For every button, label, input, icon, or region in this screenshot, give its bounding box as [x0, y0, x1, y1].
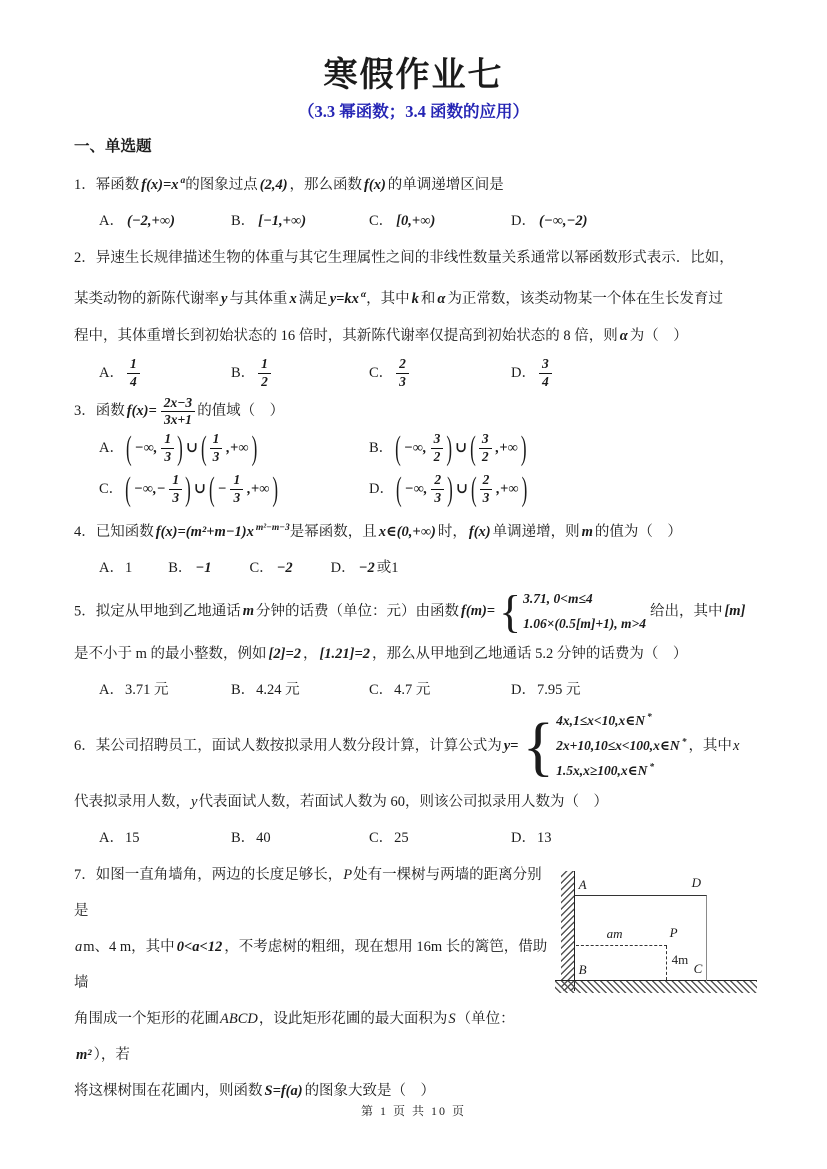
- text-run: ，其中: [366, 290, 410, 307]
- superscript: a: [180, 176, 186, 186]
- fraction: [480, 473, 493, 506]
- option-label: B．: [168, 559, 193, 576]
- math-run: ,+∞: [495, 440, 518, 457]
- option-d: [331, 553, 399, 583]
- math-run: k: [411, 290, 419, 307]
- fraction: [127, 357, 140, 390]
- superscript: m²−m−3: [255, 522, 290, 533]
- option-a: [99, 428, 369, 467]
- text-run: 1: [391, 559, 399, 576]
- piecewise-row: [521, 587, 648, 612]
- option-b: [369, 428, 753, 467]
- option-content: [537, 213, 589, 229]
- math-run: x∈(0,+∞): [378, 523, 436, 540]
- option-a: [99, 823, 231, 853]
- option-content: [124, 469, 279, 508]
- text-run: ），若: [93, 1047, 130, 1064]
- piecewise-function: [499, 587, 648, 637]
- text-run: 单调递增，则: [492, 523, 580, 540]
- text-run: 40: [256, 830, 271, 847]
- math-run: m²: [76, 1047, 92, 1064]
- options: [74, 428, 753, 508]
- option-content: [256, 355, 273, 389]
- text-run: m、4 m，其中: [83, 939, 175, 956]
- question-line: [74, 277, 753, 318]
- option-a: [99, 675, 231, 705]
- options: [74, 553, 753, 583]
- question-line: [74, 510, 753, 551]
- question-line: [74, 857, 553, 929]
- big-paren: ): [251, 428, 258, 467]
- text-run: 角围成一个矩形的花圃: [74, 1011, 219, 1028]
- fraction-denominator: 4: [129, 373, 137, 389]
- question-line: [74, 163, 753, 204]
- option-d: [511, 357, 753, 390]
- diagram-label-b: B: [578, 962, 587, 978]
- text-run: ，设此矩形花圃的最大面积为: [258, 1011, 448, 1028]
- big-paren: (: [200, 428, 207, 467]
- superscript: *: [649, 762, 655, 773]
- option-content: [125, 560, 132, 576]
- option-label: D．: [330, 559, 356, 576]
- option-content: [275, 560, 295, 576]
- fraction-numerator: 1: [258, 357, 271, 374]
- fraction-denominator: 3: [434, 489, 442, 505]
- question-6: [74, 709, 753, 853]
- math-run: [2]=2: [268, 646, 301, 663]
- option-label: B．: [231, 364, 256, 381]
- text-run: 是幂函数，且: [289, 523, 377, 540]
- bottom-wall-hatching: [555, 980, 757, 993]
- big-paren: (: [470, 469, 477, 508]
- piecewise-rows: [521, 587, 648, 637]
- question-line: [74, 929, 553, 1001]
- question-line: [74, 318, 753, 355]
- option-a: [99, 357, 231, 390]
- option-label: C．: [369, 364, 394, 381]
- option-c: [369, 823, 511, 853]
- text-run: 3．函数: [74, 403, 125, 420]
- option-content: [537, 682, 581, 698]
- text-run: 7．如图一直角墙角，两边的长度足够长，: [74, 867, 343, 884]
- fraction: [161, 432, 174, 465]
- big-paren: (: [470, 428, 476, 467]
- text-run: （单位：: [456, 1011, 515, 1028]
- italic-run: S: [448, 1011, 456, 1028]
- piecewise-row: [521, 612, 648, 637]
- text-run: 的单调递增区间是: [387, 176, 504, 193]
- fraction-denominator: 2: [261, 373, 268, 389]
- math-run: ,+∞: [226, 440, 249, 457]
- fraction-numerator: 1: [230, 473, 243, 490]
- piecewise-rows: [554, 709, 686, 784]
- big-paren: ): [185, 469, 191, 508]
- brace: {: [522, 710, 555, 784]
- option-label: C．: [369, 830, 394, 847]
- fraction-numerator: 2x−3: [161, 396, 195, 413]
- option-label: C．: [99, 480, 124, 497]
- option-label: C．: [369, 682, 394, 699]
- text-run: 满足: [298, 290, 328, 307]
- text-run: 程中，其体重增长到初始状态的 16 倍时，其新陈代谢率仅提高到初始状态的 8 倍，则: [74, 327, 618, 344]
- question-5: [74, 587, 753, 706]
- option-a: [99, 553, 132, 583]
- fraction-denominator: 3: [164, 449, 172, 465]
- big-paren: ): [521, 469, 528, 508]
- text-run: 是不小于 m 的最小整数，例如: [74, 646, 267, 663]
- text-run: 1: [124, 559, 133, 576]
- option-content: [125, 682, 169, 698]
- superscript: *: [681, 737, 687, 748]
- option-label: A．: [99, 440, 124, 457]
- math-run: S=f(a): [264, 1083, 303, 1100]
- math-run: f(x)=: [126, 403, 157, 420]
- big-paren: ): [447, 469, 453, 508]
- options: [74, 675, 753, 705]
- math-run: 4x,1≤x<10,x∈N: [556, 713, 645, 729]
- math-run: ∪: [455, 440, 468, 457]
- fraction-numerator: 1: [161, 432, 174, 449]
- text-run: 3.71 元: [124, 682, 169, 699]
- text-run: ，那么函数: [289, 176, 363, 193]
- question-line: [74, 587, 753, 637]
- fraction-denominator: 3: [482, 489, 490, 505]
- math-run: f(x): [364, 176, 386, 193]
- big-paren: ): [272, 469, 279, 508]
- math-run: y: [221, 290, 228, 307]
- page-number-footer: 第 1 页 共 10 页: [360, 1104, 466, 1118]
- question-line: [74, 636, 753, 673]
- text-run: 的图象过点: [185, 176, 258, 193]
- text-run: 代表拟录用人数，: [74, 794, 190, 811]
- math-run: α: [437, 290, 446, 307]
- piecewise-row: [554, 709, 686, 734]
- math-run: 0<a<12: [176, 939, 223, 956]
- fraction-numerator: 3: [479, 432, 492, 449]
- text-run: 代表面试人数，若面试人数为 60，则该公司拟录用人数为（ ）: [198, 794, 609, 811]
- question-with-diagram: [74, 857, 753, 1109]
- big-paren: (: [208, 469, 215, 508]
- superscript: *: [647, 712, 652, 723]
- text-run: 的图象大致是（ ）: [304, 1083, 436, 1100]
- text-run: 7.95 元: [536, 682, 581, 699]
- option-label: A．: [99, 364, 124, 381]
- option-label: D．: [511, 212, 536, 229]
- math-run: −1: [195, 559, 212, 576]
- big-paren: ): [520, 428, 527, 467]
- question-line: [74, 1001, 553, 1073]
- text-run: 6．某公司招聘员工，面试人数按拟录用人数分段计算，计算公式为: [74, 738, 502, 755]
- text-run: 和: [420, 290, 436, 307]
- math-run: −∞,: [403, 440, 427, 457]
- piecewise-row: [554, 734, 686, 759]
- options: [74, 206, 753, 236]
- wall-corner-diagram: [553, 865, 753, 999]
- italic-run: a: [75, 939, 83, 956]
- question-3: [74, 393, 753, 508]
- option-label: C．: [369, 212, 394, 229]
- piecewise-row: [554, 759, 686, 784]
- italic-run: x: [732, 738, 740, 755]
- text-run: ，: [302, 646, 318, 663]
- math-run: 1.5x,x≥100,x∈N: [556, 763, 648, 779]
- fraction: [396, 357, 409, 390]
- option-label: A．: [99, 830, 124, 847]
- option-c: [249, 553, 294, 583]
- text-run: 1．幂函数: [74, 176, 140, 193]
- fraction-denominator: 3: [212, 449, 220, 465]
- big-paren: (: [125, 469, 131, 508]
- math-run: ∪: [193, 480, 206, 497]
- math-run: −: [217, 480, 227, 497]
- text-run: 分钟的话费（单位：元）由函数: [256, 602, 460, 619]
- option-label: C．: [249, 559, 274, 576]
- text-run: 处有一棵树与两墙的距离分别是: [74, 867, 542, 920]
- text-run: 的值域（ ）: [197, 403, 285, 420]
- fraction: [431, 432, 444, 465]
- text-run: 或: [376, 559, 392, 576]
- math-run: [−1,+∞): [258, 212, 307, 229]
- math-run: f(x)=(m²+m−1)x: [155, 523, 254, 540]
- math-run: f(x)=x: [141, 176, 179, 193]
- section-heading: 一、单选题: [74, 138, 152, 155]
- big-paren: (: [395, 469, 402, 508]
- option-content: [256, 682, 300, 698]
- math-run: ,+∞: [496, 480, 519, 497]
- option-d: [511, 823, 753, 853]
- option-content: [394, 682, 430, 698]
- document-subtitle: （3.3 幂函数；3.4 函数的应用）: [298, 102, 529, 121]
- diagram-label-c: C: [693, 961, 703, 977]
- text-run: ，其中: [688, 738, 732, 755]
- option-a: [99, 206, 231, 236]
- option-label: B．: [369, 440, 394, 457]
- option-label: A．: [99, 212, 124, 229]
- option-label: D．: [369, 480, 394, 497]
- fraction-numerator: 3: [431, 432, 444, 449]
- math-run: x: [289, 290, 297, 307]
- option-d: [511, 206, 753, 236]
- math-run: m: [242, 602, 255, 619]
- text-run: 将这棵树围在花圃内，则函数: [74, 1083, 263, 1100]
- text-run: 4．已知函数: [74, 523, 154, 540]
- option-label: A．: [99, 682, 124, 699]
- text-run: 15: [124, 830, 140, 847]
- math-run: −2: [358, 559, 375, 576]
- math-run: (−2,+∞): [126, 212, 175, 229]
- option-content: [537, 830, 552, 846]
- dashed-distance-line-horizontal: [576, 945, 667, 946]
- option-content: [394, 355, 411, 389]
- math-run: 2x+10,10≤x<100,x∈N: [556, 738, 680, 754]
- option-label: A．: [99, 559, 124, 576]
- option-c: [369, 206, 511, 236]
- option-label: D．: [511, 364, 536, 381]
- text-run: 5．拟定从甲地到乙地通话: [74, 602, 241, 619]
- fraction-denominator: 3: [172, 489, 180, 505]
- fraction: [539, 357, 552, 390]
- option-content: [193, 560, 213, 576]
- question-4: [74, 510, 753, 583]
- italic-run: P: [343, 867, 353, 884]
- option-content: [357, 560, 399, 576]
- math-run: (2,4): [259, 176, 288, 193]
- fraction: [230, 473, 243, 506]
- diagram-label-am: am: [606, 926, 623, 942]
- question-1: [74, 163, 753, 236]
- options: [74, 357, 753, 390]
- fraction-numerator: 2: [431, 473, 444, 490]
- math-run: y=: [503, 738, 519, 755]
- option-c: [369, 675, 511, 705]
- option-content: [394, 213, 437, 229]
- text-run: ，不考虑树的粗细，现在想用 16m 长的篱笆，借助墙: [74, 939, 548, 992]
- option-b: [231, 357, 369, 390]
- fraction-numerator: 3: [539, 357, 552, 374]
- option-b: [231, 675, 369, 705]
- option-c: [369, 357, 511, 390]
- fraction-numerator: 1: [127, 357, 140, 374]
- question-text: [74, 857, 553, 1109]
- text-run: 时，: [437, 523, 467, 540]
- diagram-label-p: P: [669, 925, 678, 941]
- option-b: [231, 206, 369, 236]
- math-run: ,+∞: [247, 480, 270, 497]
- fraction: [258, 357, 271, 390]
- text-run: 2．异速生长规律描述生物的体重与其它生理属性之间的非线性数量关系通常以幂函数形式表示．比如，: [74, 249, 734, 266]
- fraction: [431, 473, 444, 506]
- fraction-denominator: 2: [481, 449, 489, 465]
- fraction-denominator: 4: [541, 373, 549, 389]
- piecewise-function: [522, 709, 686, 784]
- text-run: 给出，其中: [649, 602, 723, 619]
- question-line: [74, 240, 753, 277]
- fraction-denominator: 3: [233, 489, 241, 505]
- option-label: D．: [511, 682, 536, 699]
- text-run: 某类动物的新陈代谢率: [74, 290, 219, 307]
- dashed-distance-line-vertical: [666, 946, 667, 980]
- option-label: B．: [231, 682, 256, 699]
- option-b: [168, 553, 213, 583]
- text-run: ，那么从甲地到乙地通话 5.2 分钟的话费为（ ）: [372, 646, 688, 663]
- math-run: f(x): [468, 523, 491, 540]
- question-list: [74, 163, 753, 1109]
- option-content: [125, 213, 177, 229]
- math-run: α: [619, 327, 628, 344]
- document-title: 寒假作业七: [323, 57, 504, 94]
- diagram-label-d: D: [691, 875, 701, 891]
- option-d: [511, 675, 753, 705]
- option-content: [125, 428, 258, 467]
- fraction-numerator: 2: [396, 357, 409, 374]
- math-run: f(m)=: [461, 602, 496, 619]
- text-run: 25: [394, 830, 409, 847]
- math-run: −∞,: [404, 480, 428, 497]
- superscript: α: [360, 289, 367, 300]
- option-content: [125, 830, 140, 846]
- big-paren: (: [395, 428, 401, 467]
- diagram-label-4m: 4m: [671, 952, 689, 968]
- big-paren: ): [177, 428, 183, 467]
- option-content: [537, 355, 554, 389]
- math-run: y=kx: [329, 290, 359, 307]
- text-run: 的值为（ ）: [594, 523, 682, 540]
- big-paren: (: [125, 428, 132, 467]
- fraction-numerator: 1: [210, 432, 223, 449]
- question-line: [74, 709, 753, 784]
- option-label: B．: [231, 830, 256, 847]
- math-run: −∞,−: [133, 480, 166, 497]
- option-content: [256, 213, 308, 229]
- left-wall-hatching: [561, 871, 575, 991]
- text-run: 4.7 元: [394, 682, 431, 699]
- option-b: [231, 823, 369, 853]
- diagram-label-a: A: [578, 877, 587, 893]
- text-run: 13: [536, 830, 552, 847]
- options: [74, 823, 753, 853]
- question-2: [74, 240, 753, 390]
- question-line: [74, 784, 753, 821]
- option-content: [394, 830, 409, 846]
- option-content: [394, 428, 527, 467]
- question-7: [74, 857, 753, 1109]
- fraction-denominator: 3x+1: [163, 412, 192, 428]
- brace: {: [499, 585, 522, 637]
- text-run: 4.24 元: [256, 682, 300, 699]
- fraction-denominator: 2: [433, 449, 441, 465]
- option-content: [256, 830, 271, 846]
- math-run: 3.71, 0<m≤4: [523, 590, 593, 606]
- flower-bed-rectangle: [575, 895, 707, 981]
- math-run: ∪: [185, 440, 198, 457]
- math-run: 1.06×(0.5[m]+1), m>4: [523, 615, 646, 631]
- math-run: −∞,: [134, 440, 158, 457]
- fraction-denominator: 3: [399, 373, 406, 389]
- fraction-numerator: 1: [169, 473, 182, 490]
- big-paren: ): [446, 428, 453, 467]
- option-c: [99, 469, 369, 508]
- text-run: 为正常数，该类动物某一个体在生长发育过: [447, 290, 723, 307]
- option-d: [369, 469, 753, 508]
- fraction-numerator: 2: [480, 473, 493, 490]
- math-run: −2: [276, 559, 293, 576]
- text-run: 与其体重: [229, 290, 288, 307]
- option-content: [395, 469, 528, 508]
- math-run: [1.21]=2: [319, 646, 370, 663]
- math-run: ∪: [455, 480, 468, 497]
- math-run: [m]: [724, 602, 746, 619]
- italic-run: ABCD: [220, 1011, 258, 1028]
- option-content: [125, 355, 142, 389]
- option-label: D．: [511, 830, 536, 847]
- italic-run: y: [191, 794, 198, 811]
- math-run: [0,+∞): [396, 212, 436, 229]
- text-run: 为（ ）: [629, 327, 688, 344]
- option-label: B．: [231, 212, 256, 229]
- math-run: (−∞,−2): [538, 212, 588, 229]
- math-run: m: [581, 523, 593, 540]
- fraction: [479, 432, 492, 465]
